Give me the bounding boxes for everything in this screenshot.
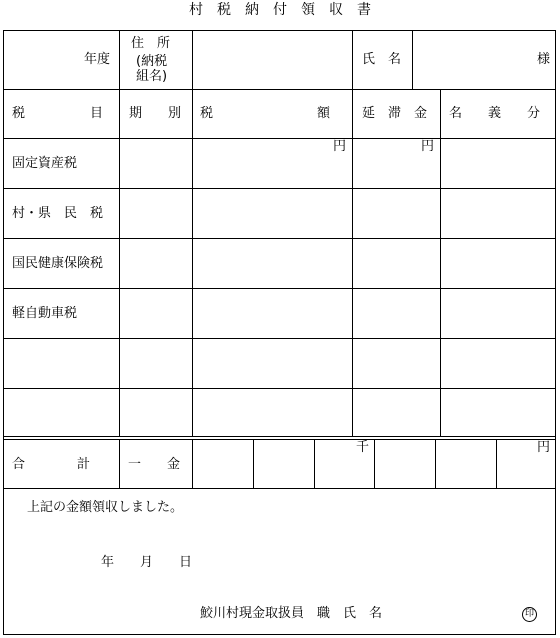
column-header-tax-item: 税 目	[12, 106, 104, 121]
column-header-amount: 税 額	[200, 106, 331, 121]
tax-row-label: 固定資産税	[12, 156, 78, 171]
name-field[interactable]	[413, 31, 533, 89]
year-label: 年度	[84, 52, 111, 67]
name-label: 氏 名	[362, 52, 402, 67]
total-thousand-unit: 千	[356, 440, 370, 455]
column-header-period: 期 別	[129, 106, 182, 121]
receipt-date: 年 月 日	[101, 555, 193, 570]
official-label: 鮫川村現金取扱員 職 氏 名	[200, 606, 383, 621]
tax-row-label: 村・県 民 税	[12, 206, 104, 221]
total-label: 合 計	[12, 457, 91, 472]
document-title: 村 税 納 付 領 収 書	[189, 2, 371, 18]
total-yen-unit: 円	[537, 440, 551, 455]
total-sum-label: 一 金	[128, 457, 181, 472]
column-header-name-share: 名 義 分	[449, 106, 541, 121]
amount-yen-unit: 円	[333, 139, 347, 154]
address-label: 住 所	[131, 36, 171, 51]
tax-row-label: 国民健康保険税	[12, 256, 104, 271]
receipt-statement: 上記の金額領収しました。	[27, 500, 184, 515]
tax-row-label: 軽自動車税	[12, 306, 78, 321]
seal-mark: 印	[522, 607, 537, 622]
payer-group-label: (納税 組名)	[136, 54, 168, 84]
late-fee-yen-unit: 円	[421, 139, 435, 154]
address-field[interactable]	[193, 31, 352, 89]
honorific-label: 様	[537, 52, 551, 67]
column-header-late-fee: 延 滞 金	[362, 106, 428, 121]
